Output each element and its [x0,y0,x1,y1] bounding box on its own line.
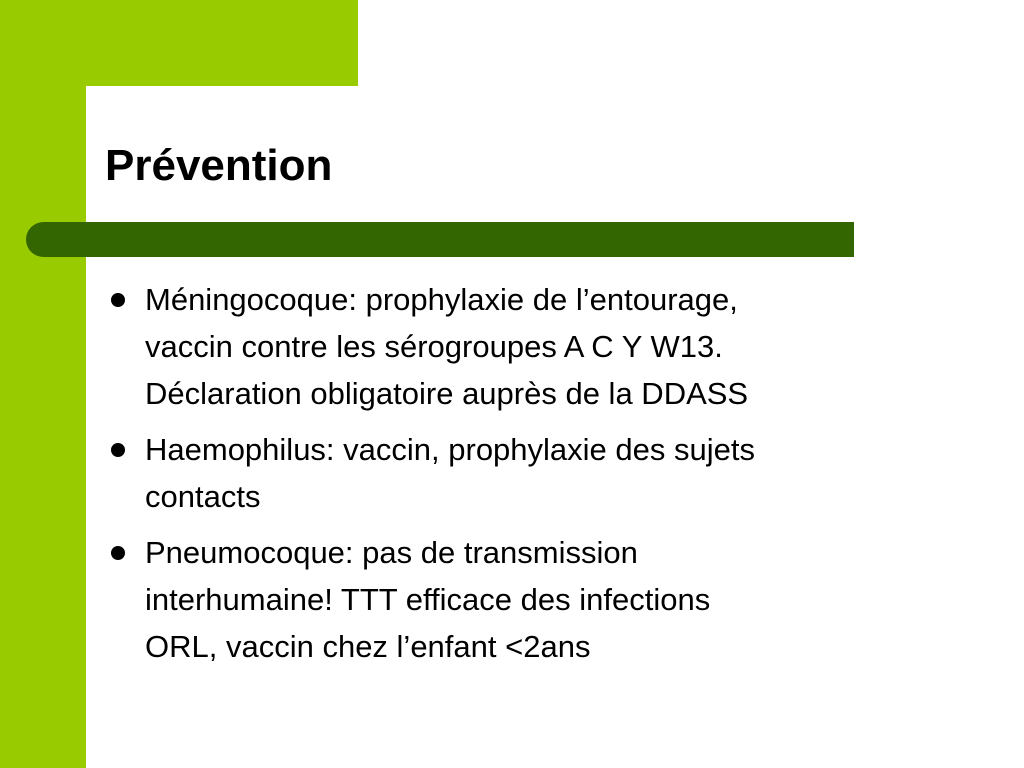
bullet-dot-icon [111,293,125,307]
bullet-item-pneumocoque [105,529,965,670]
bullet-item-haemophilus [105,426,965,520]
bullet-dot-icon [111,546,125,560]
bullet-line: ORL, vaccin chez l’enfant <2ans [145,629,591,664]
bullet-line: Pneumocoque: pas de transmission [145,535,638,570]
slide-title: Prévention [105,141,333,190]
bullet-line: contacts [145,479,261,514]
bullet-line: interhumaine! TTT efficace des infections [145,582,711,617]
bullet-line: Déclaration obligatoire auprès de la DDASS [145,376,749,411]
bullet-list [105,276,965,679]
decorative-top-green-block [0,0,358,86]
title-divider-bar [26,222,854,257]
bullet-line: Méningocoque: prophylaxie de l’entourage, [145,282,738,317]
bullet-line: Haemophilus: vaccin, prophylaxie des sujets [145,432,755,467]
decorative-left-green-bar [0,0,86,768]
bullet-item-meningocoque [105,276,965,417]
bullet-dot-icon [111,443,125,457]
bullet-line: vaccin contre les sérogroupes A C Y W13. [145,329,723,364]
